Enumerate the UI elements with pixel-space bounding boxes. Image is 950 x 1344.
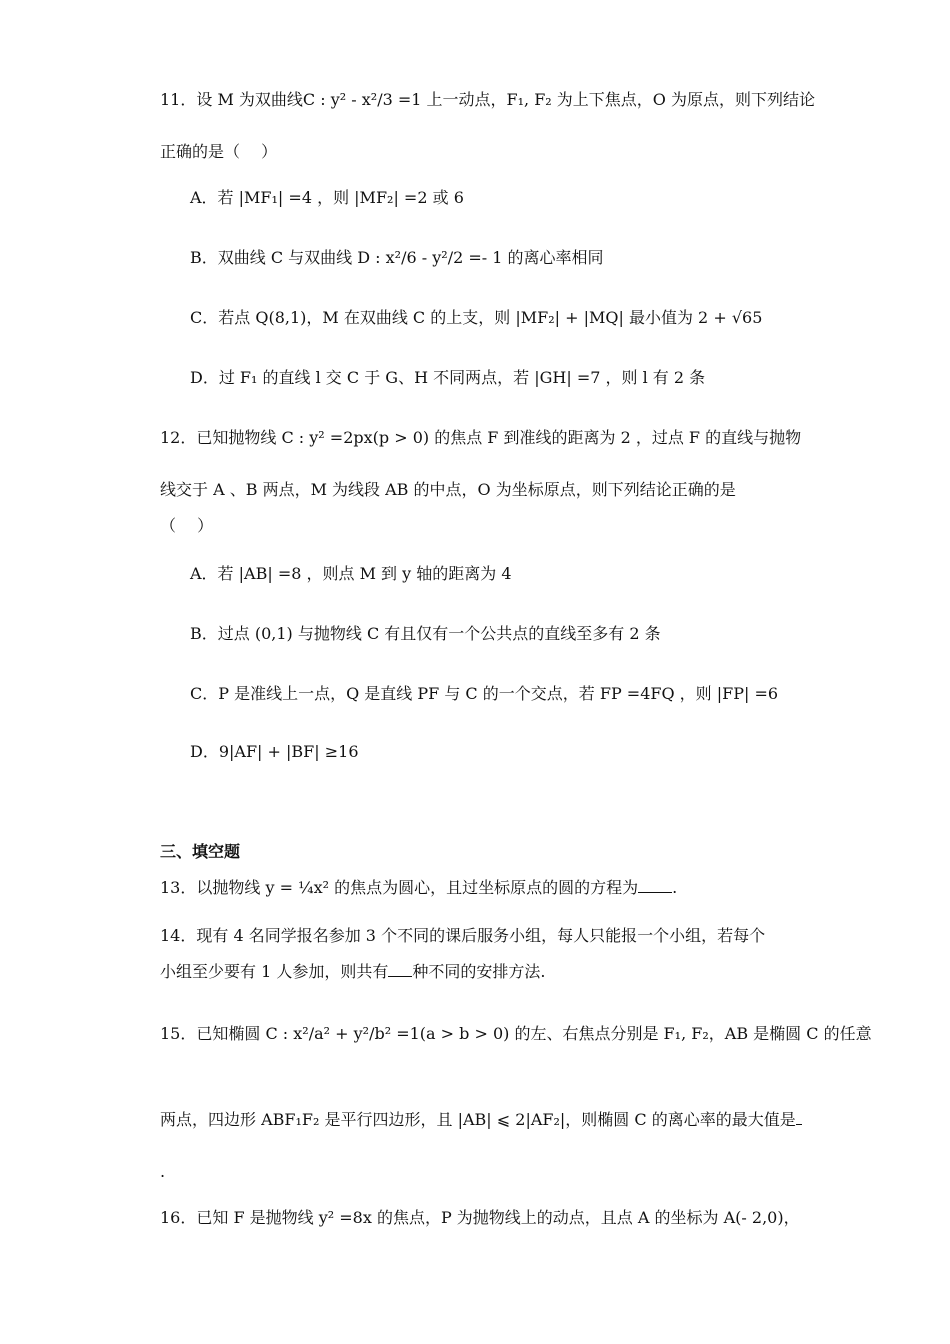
q13-text-main: 13．以抛物线 y = ¼x² 的焦点为圆心，且过坐标原点的圆的方程为 [160, 878, 639, 897]
q12-option-a: A．若 |AB| =8 ，则点 M 到 y 轴的距离为 4 [190, 564, 512, 583]
q13-answer-blank [638, 878, 672, 893]
q15-answer-blank [796, 1110, 802, 1125]
q14-text-b: 种不同的安排方法. [412, 962, 546, 981]
q11-option-b: B．双曲线 C 与双曲线 D : x²/6 - y²/2 =- 1 的离心率相同 [190, 248, 604, 267]
q12-option-c: C．P 是准线上一点，Q 是直线 PF 与 C 的一个交点，若 FP =4FQ ，则 |FP| =6 [190, 684, 779, 703]
q12-stem-line1: 12．已知抛物线 C : y² =2px(p > 0) 的焦点 F 到准线的距离为 2 ，过点 F 的直线与抛物 [160, 428, 802, 447]
q11-stem-line2: 正确的是（ ） [160, 142, 278, 161]
q11-option-c: C．若点 Q(8,1)，M 在双曲线 C 的上支，则 |MF₂| + |MQ| 最小值为 2 + √65 [190, 308, 763, 327]
q14-line2 [160, 962, 545, 982]
q12-stem-line3: （ ） [160, 516, 214, 535]
q11-stem-line1: 11．设 M 为双曲线C : y² - x²/3 =1 上一动点，F₁, F₂ 为上下焦点，O 为原点，则下列结论 [160, 90, 816, 109]
q12-option-b: B．过点 (0,1) 与抛物线 C 有且仅有一个公共点的直线至多有 2 条 [190, 624, 661, 643]
q13-text-end: . [672, 878, 678, 897]
section-heading: 三、填空题 [160, 842, 241, 861]
q11-option-d: D．过 F₁ 的直线 l 交 C 于 G、H 不同两点，若 |GH| =7 ，则 l 有 2 条 [190, 368, 706, 387]
q12-option-d: D．9|AF| + |BF| ≥16 [190, 742, 359, 761]
q11-option-a: A．若 |MF₁| =4 ，则 |MF₂| =2 或 6 [190, 188, 464, 207]
q14-line1: 14．现有 4 名同学报名参加 3 个不同的课后服务小组，每人只能报一个小组，若每个 [160, 926, 766, 945]
q15-line1: 15．已知椭圆 C : x²/a² + y²/b² =1(a > b > 0) 的左、右焦点分别是 F₁, F₂，AB 是椭圆 C 的任意 [160, 1024, 872, 1043]
q14-text-a: 小组至少要有 1 人参加，则共有 [160, 962, 389, 981]
q12-stem-line2: 线交于 A 、B 两点，M 为线段 AB 的中点，O 为坐标原点，则下列结论正确的是 [160, 480, 736, 499]
q14-answer-blank [388, 962, 412, 977]
q13-text [160, 878, 677, 898]
q15-line3: . [160, 1162, 166, 1181]
q16-line1: 16．已知 F 是抛物线 y² =8x 的焦点，P 为抛物线上的动点，且点 A 的坐标为 A(- 2,0)， [160, 1208, 800, 1227]
q15-line2 [160, 1110, 802, 1130]
q15-text-main: 两点，四边形 ABF₁F₂ 是平行四边形，且 |AB| ⩽ 2|AF₂|，则椭圆 C 的离心率的最大值是 [160, 1110, 796, 1129]
